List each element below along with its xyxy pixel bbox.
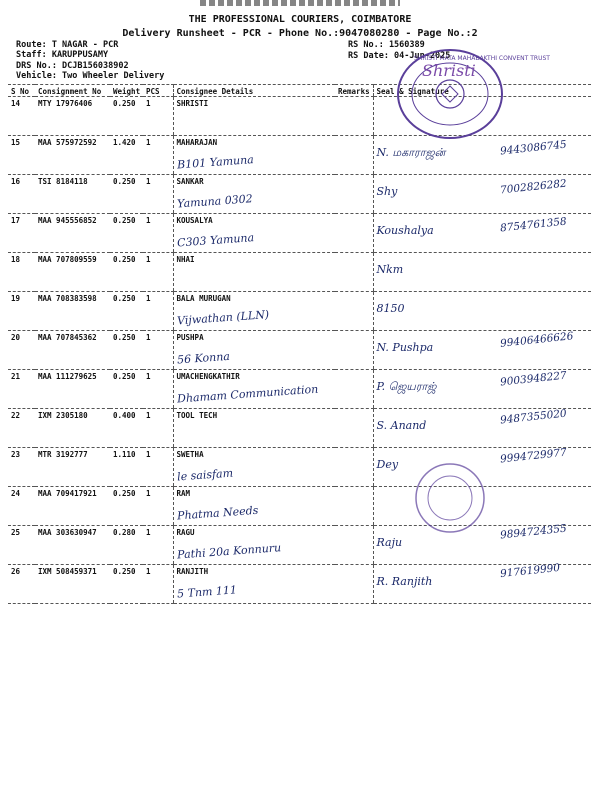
handwritten-address: Vijwathan (LLN) — [176, 308, 270, 328]
handwritten-phone: 917619990 — [499, 561, 561, 580]
row-sno: 18 — [8, 253, 35, 292]
company-title: THE PROFESSIONAL COURIERS, COIMBATORE — [188, 14, 412, 25]
row-pcs: 1 — [143, 292, 173, 331]
table-row — [8, 292, 591, 331]
consignment-number: MAA 575972592 — [35, 136, 110, 175]
table-row — [8, 331, 591, 370]
remarks-cell — [335, 370, 373, 409]
row-weight: 0.250 — [110, 97, 143, 136]
handwritten-address — [177, 265, 333, 276]
consignment-number: MAA 707809559 — [35, 253, 110, 292]
consignee-name: SANKAR — [176, 177, 204, 186]
runsheet-subtitle: Delivery Runsheet - PCR - Phone No.:9047080280 - Page No.:2 — [122, 28, 478, 39]
handwritten-signature: Shy — [376, 185, 398, 198]
handwritten-signature: S. Anand — [376, 419, 427, 432]
remarks-cell — [335, 448, 373, 487]
row-sno: 23 — [8, 448, 35, 487]
row-pcs: 1 — [143, 214, 173, 253]
row-weight: 0.250 — [110, 487, 143, 526]
handwritten-signature: Nkm — [376, 263, 404, 276]
remarks-cell — [335, 175, 373, 214]
consignment-number: IXM 2305180 — [35, 409, 110, 448]
handwritten-address: B101 Yamuna — [176, 153, 254, 172]
barcode-strip — [200, 0, 400, 6]
row-weight: 0.250 — [110, 292, 143, 331]
route-label: Route: T NAGAR - PCR — [16, 40, 119, 50]
row-weight: 1.420 — [110, 136, 143, 175]
row-sno: 19 — [8, 292, 35, 331]
consignee-details — [173, 253, 335, 292]
row-weight: 0.250 — [110, 253, 143, 292]
row-pcs: 1 — [143, 565, 173, 604]
handwritten-address: 56 Konna — [176, 349, 230, 367]
consignee-name: MAHARAJAN — [176, 138, 218, 147]
remarks-cell — [335, 214, 373, 253]
row-sno: 16 — [8, 175, 35, 214]
consignee-details — [173, 136, 335, 175]
vehicle-label: Vehicle: Two Wheeler Delivery — [16, 71, 165, 81]
consignee-name: RAGU — [176, 528, 195, 537]
remarks-cell — [335, 331, 373, 370]
row-weight: 0.400 — [110, 409, 143, 448]
row-weight: 0.250 — [110, 214, 143, 253]
consignee-details — [173, 292, 335, 331]
consignment-number: IXM 508459371 — [35, 565, 110, 604]
remarks-cell — [335, 409, 373, 448]
row-weight: 0.250 — [110, 565, 143, 604]
handwritten-signature: Raju — [376, 536, 403, 549]
row-pcs: 1 — [143, 136, 173, 175]
row-weight: 0.250 — [110, 175, 143, 214]
remarks-cell — [335, 487, 373, 526]
row-sno: 15 — [8, 136, 35, 175]
consignee-name: PUSHPA — [176, 333, 204, 342]
col-consignment: Consignment No — [35, 85, 110, 97]
row-sno: 24 — [8, 487, 35, 526]
col-remarks: Remarks — [335, 85, 373, 97]
row-pcs: 1 — [143, 526, 173, 565]
consignee-name: RAM — [176, 489, 191, 498]
row-pcs: 1 — [143, 409, 173, 448]
handwritten-phone: 9443086745 — [499, 138, 568, 158]
row-weight: 0.250 — [110, 331, 143, 370]
consignee-details — [173, 214, 335, 253]
handwritten-address — [177, 109, 333, 120]
consignee-name: RANJITH — [176, 567, 209, 576]
handwritten-phone: 9487355020 — [499, 407, 568, 427]
rs-number: RS No.: 1560389 — [348, 40, 425, 50]
handwritten-signature: N. Pushpa — [376, 341, 434, 354]
consignee-details — [173, 97, 335, 136]
handwritten-address: Yamuna 0302 — [176, 192, 253, 211]
row-sno: 26 — [8, 565, 35, 604]
consignee-name: SHRISTI — [176, 99, 209, 108]
handwritten-phone: 7002826282 — [499, 177, 568, 197]
consignee-name: TOOL TECH — [176, 411, 218, 420]
handwritten-signature: Koushalya — [376, 224, 434, 237]
staff-label: Staff: KARUPPUSAMY — [16, 50, 109, 60]
handwritten-signature: N. மகாராஜன் — [376, 146, 446, 159]
consignee-details — [173, 331, 335, 370]
row-pcs: 1 — [143, 370, 173, 409]
consignment-number: MAA 945556852 — [35, 214, 110, 253]
handwritten-address: le saisfam — [176, 466, 233, 484]
handwritten-address: Pathi 20a Konnuru — [176, 541, 282, 562]
row-weight: 1.110 — [110, 448, 143, 487]
consignee-name: SWETHA — [176, 450, 204, 459]
consignment-number: TSI 8184118 — [35, 175, 110, 214]
row-sno: 25 — [8, 526, 35, 565]
row-sno: 21 — [8, 370, 35, 409]
row-pcs: 1 — [143, 253, 173, 292]
table-row — [8, 487, 591, 526]
table-row — [8, 253, 591, 292]
row-pcs: 1 — [143, 175, 173, 214]
consignment-number: MAA 708383598 — [35, 292, 110, 331]
row-weight: 0.250 — [110, 370, 143, 409]
consignee-details — [173, 448, 335, 487]
handwritten-phone: 99406466626 — [499, 330, 574, 351]
consignment-number: MTY 17976406 — [35, 97, 110, 136]
consignment-number: MAA 709417921 — [35, 487, 110, 526]
handwritten-signature: 8150 — [376, 302, 405, 315]
handwritten-address: 5 Tnm 111 — [176, 583, 237, 601]
row-pcs: 1 — [143, 448, 173, 487]
consignment-number: MAA 707845362 — [35, 331, 110, 370]
row-pcs: 1 — [143, 97, 173, 136]
consignee-details — [173, 175, 335, 214]
col-consignee: Consignee Details — [173, 85, 335, 97]
row-pcs: 1 — [143, 331, 173, 370]
handwritten-address: C303 Yamuna — [176, 231, 255, 250]
col-sno: S No — [8, 85, 35, 97]
row-sno: 22 — [8, 409, 35, 448]
stamp-ring-text: SHRISTI MATA MAHABAKTHI CONVENT TRUST — [414, 55, 550, 62]
remarks-cell — [335, 526, 373, 565]
seal-stamp — [338, 46, 550, 144]
remarks-cell — [335, 565, 373, 604]
consignee-details — [173, 370, 335, 409]
consignee-details — [173, 409, 335, 448]
consignee-details — [173, 526, 335, 565]
row-sno: 14 — [8, 97, 35, 136]
handwritten-phone: 9894724355 — [499, 522, 568, 542]
rs-date: RS Date: 04-Jun-2025 — [348, 51, 451, 61]
col-pcs: PCS — [143, 85, 173, 97]
drs-number: DRS No.: DCJB156038902 — [16, 61, 129, 71]
row-pcs: 1 — [143, 487, 173, 526]
consignment-number: MTR 3192777 — [35, 448, 110, 487]
consignee-name: NHAI — [176, 255, 195, 264]
col-weight: Weight — [110, 85, 143, 97]
handwritten-address: Phatma Needs — [176, 503, 259, 523]
handwritten-signature: Dey — [376, 458, 399, 471]
handwritten-signature: P. ஜெயராஜ் — [376, 380, 437, 393]
handwritten-signature: R. Ranjith — [376, 575, 433, 588]
consignee-name: BALA MURUGAN — [176, 294, 231, 303]
consignee-name: KOUSALYA — [176, 216, 213, 225]
stamp-signature: Shristi — [422, 61, 476, 80]
row-weight: 0.280 — [110, 526, 143, 565]
consignee-details — [173, 565, 335, 604]
handwritten-phone: 9003948227 — [499, 369, 568, 389]
seal-stamp-secondary — [410, 458, 490, 538]
consignment-number: MAA 111279625 — [35, 370, 110, 409]
consignee-details — [173, 487, 335, 526]
handwritten-phone: 8754761358 — [499, 215, 568, 235]
consignment-number: MAA 303630947 — [35, 526, 110, 565]
handwritten-phone: 9994729977 — [499, 446, 568, 466]
col-signature: Seal & Signature — [373, 85, 591, 97]
signature-cell — [373, 253, 591, 292]
remarks-cell — [335, 253, 373, 292]
row-sno: 20 — [8, 331, 35, 370]
remarks-cell — [335, 292, 373, 331]
consignee-name: UMACHENGKATHIR — [176, 372, 240, 381]
row-sno: 17 — [8, 214, 35, 253]
signature-cell — [373, 292, 591, 331]
handwritten-address: Dhamam Communication — [176, 382, 319, 406]
handwritten-address — [177, 421, 333, 432]
